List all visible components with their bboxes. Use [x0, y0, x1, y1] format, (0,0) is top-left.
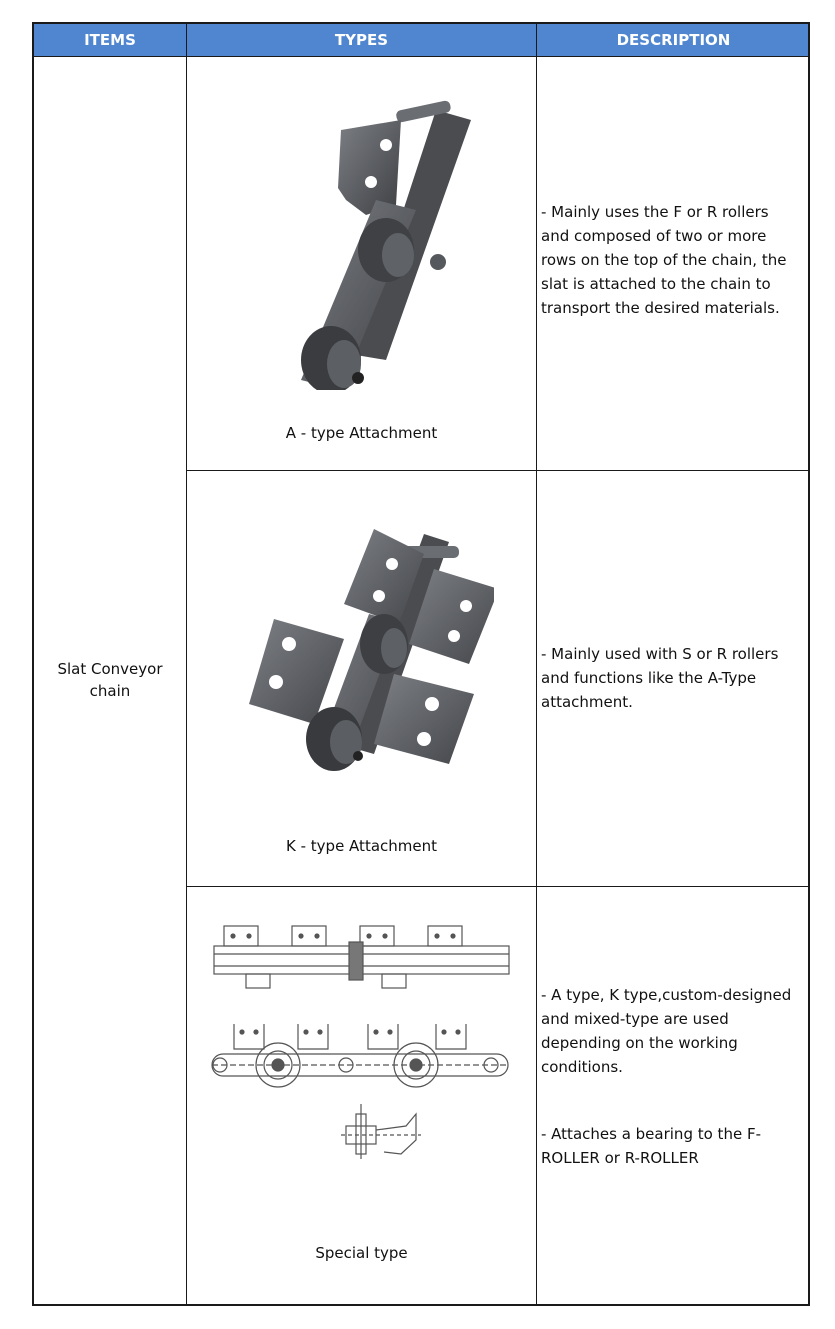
- special-type-drawing-icon: [206, 904, 516, 1204]
- description-k: [538, 642, 810, 714]
- description-special: [538, 983, 810, 1079]
- column-divider: [186, 24, 187, 1304]
- description-line: depending on the working: [541, 1034, 738, 1052]
- description-line: - Attaches a bearing to the F-: [541, 1125, 761, 1143]
- k-type-chain-photo-icon: [234, 524, 494, 774]
- description-line: attachment.: [541, 693, 633, 711]
- row-divider: [186, 886, 808, 887]
- a-type-chain-photo-icon: [246, 90, 486, 390]
- description-special-bearing: [538, 1122, 810, 1170]
- type-label-a: A - type Attachment: [285, 424, 438, 442]
- header-types: TYPES: [334, 31, 389, 49]
- description-line: and composed of two or more: [541, 227, 767, 245]
- description-line: - Mainly used with S or R rollers: [541, 645, 779, 663]
- type-label-special: Special type: [315, 1244, 408, 1262]
- row-divider: [186, 470, 808, 471]
- table-header: [34, 24, 808, 57]
- description-line: slat is attached to the chain to: [541, 275, 771, 293]
- description-a: [538, 200, 810, 320]
- description-line: and mixed-type are used: [541, 1010, 729, 1028]
- description-line: - Mainly uses the F or R rollers: [541, 203, 769, 221]
- type-label-k: K - type Attachment: [286, 837, 437, 855]
- spec-table: [32, 22, 810, 1306]
- description-line: transport the desired materials.: [541, 299, 780, 317]
- description-line: and functions like the A-Type: [541, 669, 757, 687]
- item-name-line2: chain: [89, 682, 131, 700]
- description-line: - A type, K type,custom-designed: [541, 986, 792, 1004]
- description-line: ROLLER or R-ROLLER: [541, 1149, 699, 1167]
- item-name-line1: Slat Conveyor: [57, 660, 163, 678]
- header-description: DESCRIPTION: [616, 31, 731, 49]
- description-line: conditions.: [541, 1058, 623, 1076]
- item-cell: [34, 56, 186, 1304]
- description-line: rows on the top of the chain, the: [541, 251, 787, 269]
- column-divider: [536, 24, 537, 1304]
- header-items: ITEMS: [84, 31, 136, 49]
